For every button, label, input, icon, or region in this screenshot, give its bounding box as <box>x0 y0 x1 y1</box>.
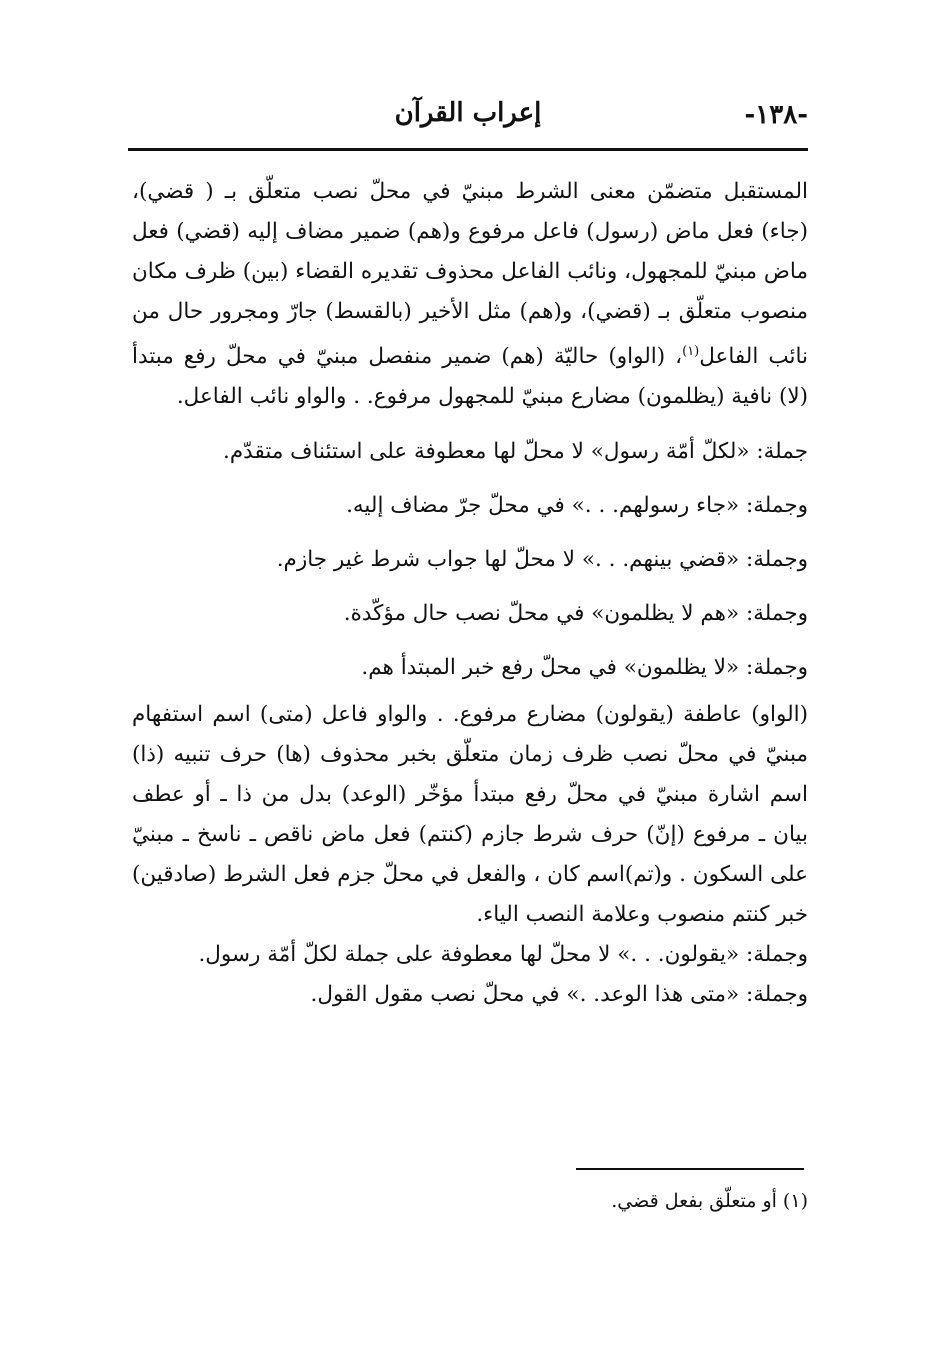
running-title: إعراب القرآن <box>394 98 542 128</box>
sentence-2a: وجملة: «يقولون. . .» لا محلّ لها معطوفة على جملة لكلّ أمّة رسول. <box>198 942 808 968</box>
block-gap <box>132 417 808 425</box>
paragraph-1-continuation: ، (الواو) حاليّة (هم) ضمير منفصل مبنيّ في محلّ رفع مبتدأ (لا) نافية (يظلمون) مضارع مبنيّ للمجهول مرفوع. . والواو نائب الفاعل. <box>132 344 808 410</box>
footnote: (١) أو متعلّق بفعل قضي. <box>611 1190 808 1212</box>
footnote-ref: (١) <box>682 344 700 359</box>
sentence-line: وجملة: «لا يظلمون» في محلّ رفع خبر المبتدأ هم. <box>361 655 808 681</box>
page-number: -١٣٨- <box>744 100 808 130</box>
sentence-line: وجملة: «جاء رسولهم. . .» في محلّ جرّ مضاف إليه. <box>346 493 808 519</box>
sentence-line: وجملة: «قضي بينهم. . .» لا محلّ لها جواب شرط غير جازم. <box>276 547 808 573</box>
header-rule <box>128 148 808 151</box>
footnote-rule <box>576 1168 804 1170</box>
sentence-line: وجملة: «هم لا يظلمون» في محلّ نصب حال مؤكّدة. <box>343 601 808 627</box>
page-header <box>128 92 808 142</box>
paragraph-2: (الواو) عاطفة (يقولون) مضارع مرفوع. . والواو فاعل (متى) اسم استفهام مبنيّ في محلّ نصب ظرف زمان متعلّق بخبر محذوف (ها) حرف تنبيه (ذا) اسم اشارة مبنيّ في محلّ رفع مبتدأ مؤخّر (الوعد) بدل من ذا ـ أو عطف بيان ـ مرفوع (إنّ) حرف شرط جازم (كنتم) فعل ماض ناقص ـ ناسخ ـ مبنيّ على السكون . و(تم)اسم كان ، والفعل في محلّ جزم فعل الشرط (صادقين) خبر كنتم منصوب وعلامة النصب الياء. <box>132 702 808 928</box>
paragraph-1-text: المستقبل متضمّن معنى الشرط مبنيّ في محلّ نصب متعلّق بـ ( قضي)، (جاء) فعل ماض (رسول) فاعل مرفوع و(هم) ضمير مضاف إليه (قضي) فعل ماض مبنيّ للمجهول، ونائب الفاعل محذوف تقديره القضاء (بين) ظرف مكان منصوب متعلّق بـ (قضي)، و(هم) مثل الأخير (بالقسط) جارّ ومجرور حال من نائب الفاعل <box>132 179 809 370</box>
sentence-2b: وجملة: «متى هذا الوعد. .» في محلّ نصب مقول القول. <box>310 982 808 1008</box>
body-text <box>132 172 808 1015</box>
paragraph-1 <box>132 172 808 417</box>
sentence-line: جملة: «لكلّ أمّة رسول» لا محلّ لها معطوفة على استئناف متقدّم. <box>223 439 808 465</box>
